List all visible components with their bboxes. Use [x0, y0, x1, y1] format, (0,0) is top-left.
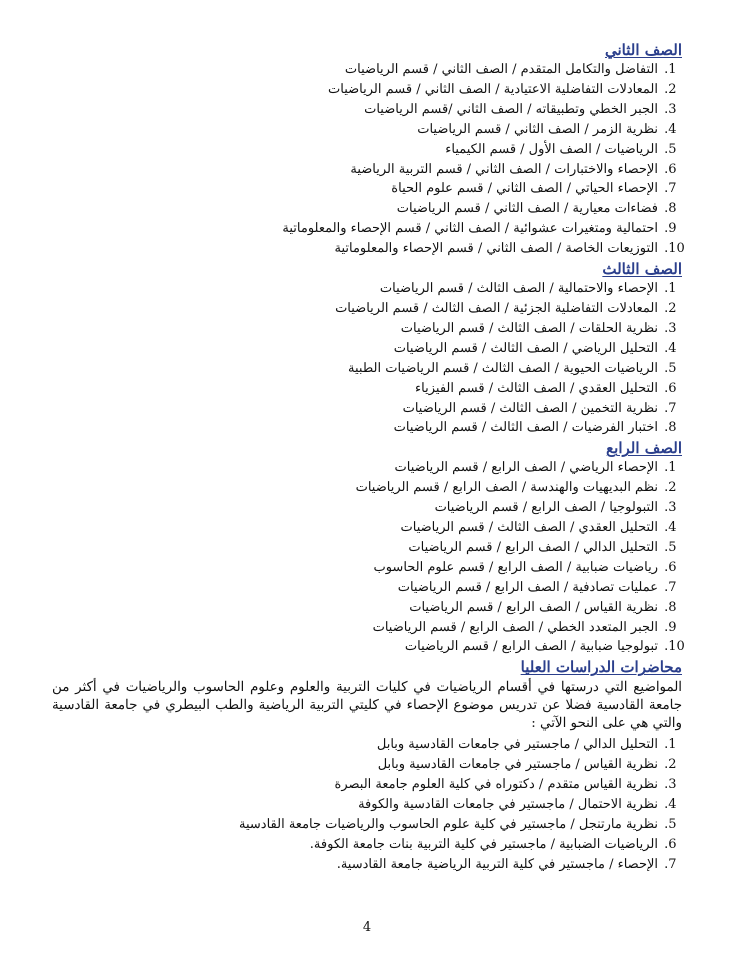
section-heading: الصف الثاني [604, 41, 682, 59]
list-item: 7. الإحصاء الحياتي / الصف الثاني / قسم علوم الحياة [52, 179, 660, 199]
section-fourth-year [52, 438, 682, 657]
graduate-intro: المواضيع التي درستها في أقسام الرياضيات في كليات التربية والعلوم وعلوم الحاسوب والرياضيات في أكثر من جامعة القادسية فضلا عن تدريس موضوع الإحصاء في كليتي التربية الرياضية والطب البيطري في جامعة القادسية والتي هي على النحو الآتي : [52, 680, 682, 732]
page-number: 4 [362, 920, 372, 935]
list-item: 4. نظرية الزمر / الصف الثاني / قسم الرياضيات [52, 120, 660, 140]
list-item: 7. عمليات تصادفية / الصف الرابع / قسم الرياضيات [52, 578, 660, 598]
list-item: 3. التبولوجيا / الصف الرابع / قسم الرياضيات [52, 498, 660, 518]
section-heading: الصف الثالث [602, 260, 682, 279]
list-item: 8. اختبار الفرضيات / الصف الثالث / قسم الرياضيات [52, 418, 660, 438]
list-item: 2. نظرية القياس / ماجستير في جامعات القادسية وبابل [52, 755, 660, 775]
list-item: 1. الإحصاء الرياضي / الصف الرابع / قسم الرياضيات [52, 458, 660, 478]
list-item: 3. نظرية القياس متقدم / دكتوراه في كلية العلوم جامعة البصرة [52, 775, 660, 795]
list-item: 1. التفاضل والتكامل المتقدم / الصف الثاني / قسم الرياضيات [52, 60, 660, 80]
list-item: 4. التحليل العقدي / الصف الثالث / قسم الرياضيات [52, 518, 660, 538]
list-item: 2. نظم البديهيات والهندسة / الصف الرابع / قسم الرياضيات [52, 478, 660, 498]
course-list [52, 60, 682, 259]
list-item: 3. الجبر الخطي وتطبيقاته / الصف الثاني /قسم الرياضيات [52, 100, 660, 120]
course-list [52, 458, 682, 657]
list-item: 3. نظرية الحلقات / الصف الثالث / قسم الرياضيات [52, 319, 660, 339]
list-item: 10. تبولوجيا ضبابية / الصف الرابع / قسم الرياضيات [52, 637, 660, 657]
list-item: 6. الإحصاء والاختبارات / الصف الثاني / قسم التربية الرياضية [52, 160, 660, 180]
list-item: 7. الإحصاء / ماجستير في كلية التربية الرياضية جامعة القادسية. [52, 855, 660, 875]
list-item: 6. الرياضيات الضبابية / ماجستير في كلية التربية بنات جامعة الكوفة. [52, 835, 660, 855]
list-item: 1. التحليل الدالي / ماجستير في جامعات القادسية وبابل [52, 735, 660, 755]
section-heading: محاضرات الدراسات العليا [520, 658, 682, 677]
section-graduate-lectures [52, 657, 682, 874]
page-content [52, 40, 682, 875]
section-second-year [52, 40, 682, 259]
list-item: 9. الجبر المتعدد الخطي / الصف الرابع / قسم الرياضيات [52, 618, 660, 638]
course-list [52, 735, 682, 874]
section-heading: الصف الرابع [606, 439, 682, 458]
section-third-year [52, 259, 682, 438]
course-list [52, 279, 682, 438]
list-item: 4. نظرية الاحتمال / ماجستير في جامعات القادسية والكوفة [52, 795, 660, 815]
list-item: 8. نظرية القياس / الصف الرابع / قسم الرياضيات [52, 598, 660, 618]
list-item: 6. التحليل العقدي / الصف الثالث / قسم الفيزياء [52, 379, 660, 399]
list-item: 2. المعادلات التفاضلية الاعتيادية / الصف الثاني / قسم الرياضيات [52, 80, 660, 100]
list-item: 6. رياضيات ضبابية / الصف الرابع / قسم علوم الحاسوب [52, 558, 660, 578]
list-item: 2. المعادلات التفاضلية الجزئية / الصف الثالث / قسم الرياضيات [52, 299, 660, 319]
list-item: 10. التوزيعات الخاصة / الصف الثاني / قسم الإحصاء والمعلوماتية [52, 239, 660, 259]
list-item: 4. التحليل الرياضي / الصف الثالث / قسم الرياضيات [52, 339, 660, 359]
list-item: 5. نظرية مارتنجل / ماجستير في كلية علوم الحاسوب والرياضيات جامعة القادسية [52, 815, 660, 835]
list-item: 9. احتمالية ومتغيرات عشوائية / الصف الثاني / قسم الإحصاء والمعلوماتية [52, 219, 660, 239]
list-item: 5. الرياضيات / الصف الأول / قسم الكيمياء [52, 140, 660, 160]
list-item: 1. الإحصاء والاحتمالية / الصف الثالث / قسم الرياضيات [52, 279, 660, 299]
list-item: 8. فضاءات معيارية / الصف الثاني / قسم الرياضيات [52, 199, 660, 219]
list-item: 5. الرياضيات الحيوية / الصف الثالث / قسم الرياضيات الطبية [52, 359, 660, 379]
list-item: 7. نظرية التخمين / الصف الثالث / قسم الرياضيات [52, 399, 660, 419]
list-item: 5. التحليل الدالي / الصف الرابع / قسم الرياضيات [52, 538, 660, 558]
